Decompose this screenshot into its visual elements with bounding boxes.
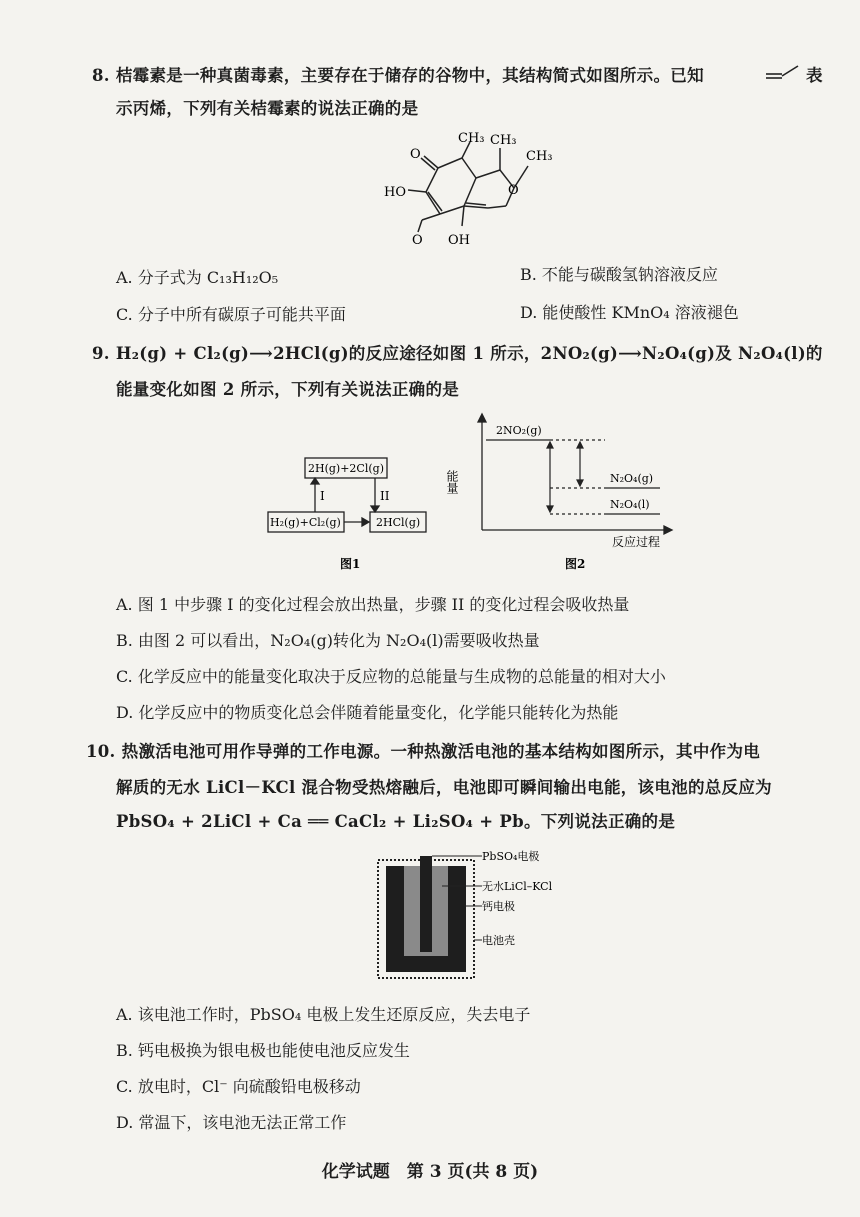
q10-option-d[interactable]: D. 常温下，该电池无法正常工作 — [116, 1113, 347, 1132]
q10-option-a[interactable]: A. 该电池工作时，PbSO₄ 电极上发生还原反应，失去电子 — [116, 1005, 531, 1024]
q8-option-c[interactable]: C. 分子中所有碳原子可能共平面 — [116, 305, 346, 324]
fig2-level-n2o4-gas: N₂O₄(g) — [610, 472, 654, 485]
ring-o-label: O — [508, 183, 519, 198]
q8-option-b[interactable]: B. 不能与碳酸氢钠溶液反应 — [520, 265, 718, 284]
fig1-top-box-label: 2H(g)+2Cl(g) — [308, 462, 384, 475]
q8-option-a[interactable]: A. 分子式为 C₁₃H₁₂O₅ — [116, 268, 279, 287]
q8-stem-line1-end: 表 — [806, 66, 823, 85]
fig2-level-n2o4-liquid: N₂O₄(l) — [610, 498, 650, 511]
q10-stem-line2: 解质的无水 LiCl－KCl 混合物受热熔融后，电池即可瞬间输出电能，该电池的总反应为 — [116, 778, 772, 797]
label-calcium-electrode: 钙电极 — [482, 900, 515, 913]
label-battery-shell: 电池壳 — [482, 934, 515, 947]
pbso4-electrode — [420, 856, 432, 952]
q8-stem-line1: 8. 桔霉素是一种真菌毒素，主要存在于储存的谷物中，其结构简式如图所示。已知 — [92, 66, 704, 85]
fig1-step-1: I — [320, 489, 325, 503]
q9-stem-line2: 能量变化如图 2 所示，下列有关说法正确的是 — [116, 380, 460, 399]
fig2-caption: 图2 — [565, 557, 586, 571]
q10-option-b[interactable]: B. 钙电极换为银电极也能使电池反应发生 — [116, 1041, 410, 1060]
carbonyl-o-label: O — [412, 233, 423, 248]
q9-option-a[interactable]: A. 图 1 中步骤 I 的变化过程会放出热量，步骤 II 的变化过程会吸收热量 — [116, 595, 630, 614]
page-footer: 化学试题 第 3 页(共 8 页) — [321, 1162, 539, 1182]
q8-option-d[interactable]: D. 能使酸性 KMnO₄ 溶液褪色 — [520, 303, 739, 322]
battery-figure — [370, 842, 620, 984]
label-pbso4-electrode: PbSO₄电极 — [482, 850, 540, 863]
q9-figures — [260, 410, 680, 580]
fig1-step-2: II — [380, 489, 390, 503]
q9-option-b[interactable]: B. 由图 2 可以看出，N₂O₄(g)转化为 N₂O₄(l)需要吸收热量 — [116, 631, 540, 650]
fig1-caption: 图1 — [340, 557, 361, 571]
methyl-label-3: CH₃ — [526, 149, 553, 164]
fig1-left-box-label: H₂(g)+Cl₂(g) — [270, 516, 341, 529]
q9-option-d[interactable]: D. 化学反应中的物质变化总会伴随着能量变化，化学能只能转化为热能 — [116, 703, 619, 722]
methyl-label-1: CH₃ — [458, 131, 485, 146]
fig2-x-axis-label: 反应过程 — [612, 535, 661, 549]
hydroxyl-bottom-label: OH — [448, 233, 470, 248]
q10-option-c[interactable]: C. 放电时，Cl⁻ 向硫酸铅电极移动 — [116, 1077, 361, 1096]
fig1-right-box-label: 2HCl(g) — [376, 516, 421, 529]
fig2-level-no2: 2NO₂(g) — [496, 424, 542, 437]
q8-stem-line2: 示丙烯，下列有关桔霉素的说法正确的是 — [116, 99, 419, 118]
fig2-y-axis-label: 能量 — [445, 470, 459, 494]
hydroxyl-left-label: HO — [384, 185, 406, 200]
q10-stem-line3: PbSO₄ + 2LiCl + Ca ══ CaCl₂ + Li₂SO₄ + Pb。下列说法正确的是 — [116, 812, 676, 831]
ketone-o-label: O — [410, 147, 421, 162]
propene-line-icon — [762, 60, 802, 84]
methyl-label-2: CH₃ — [490, 133, 517, 148]
citrinin-structure — [380, 128, 580, 248]
q9-option-c[interactable]: C. 化学反应中的能量变化取决于反应物的总能量与生成物的总能量的相对大小 — [116, 667, 666, 686]
q9-stem-line1: 9. H₂(g) + Cl₂(g)⟶2HCl(g)的反应途径如图 1 所示，2NO₂(g)⟶N₂O₄(g)及 N₂O₄(l)的 — [92, 344, 823, 363]
label-electrolyte: 无水LiCl–KCl — [482, 880, 553, 893]
q10-stem-line1: 10. 热激活电池可用作导弹的工作电源。一种热激活电池的基本结构如图所示，其中作为电 — [86, 742, 761, 761]
